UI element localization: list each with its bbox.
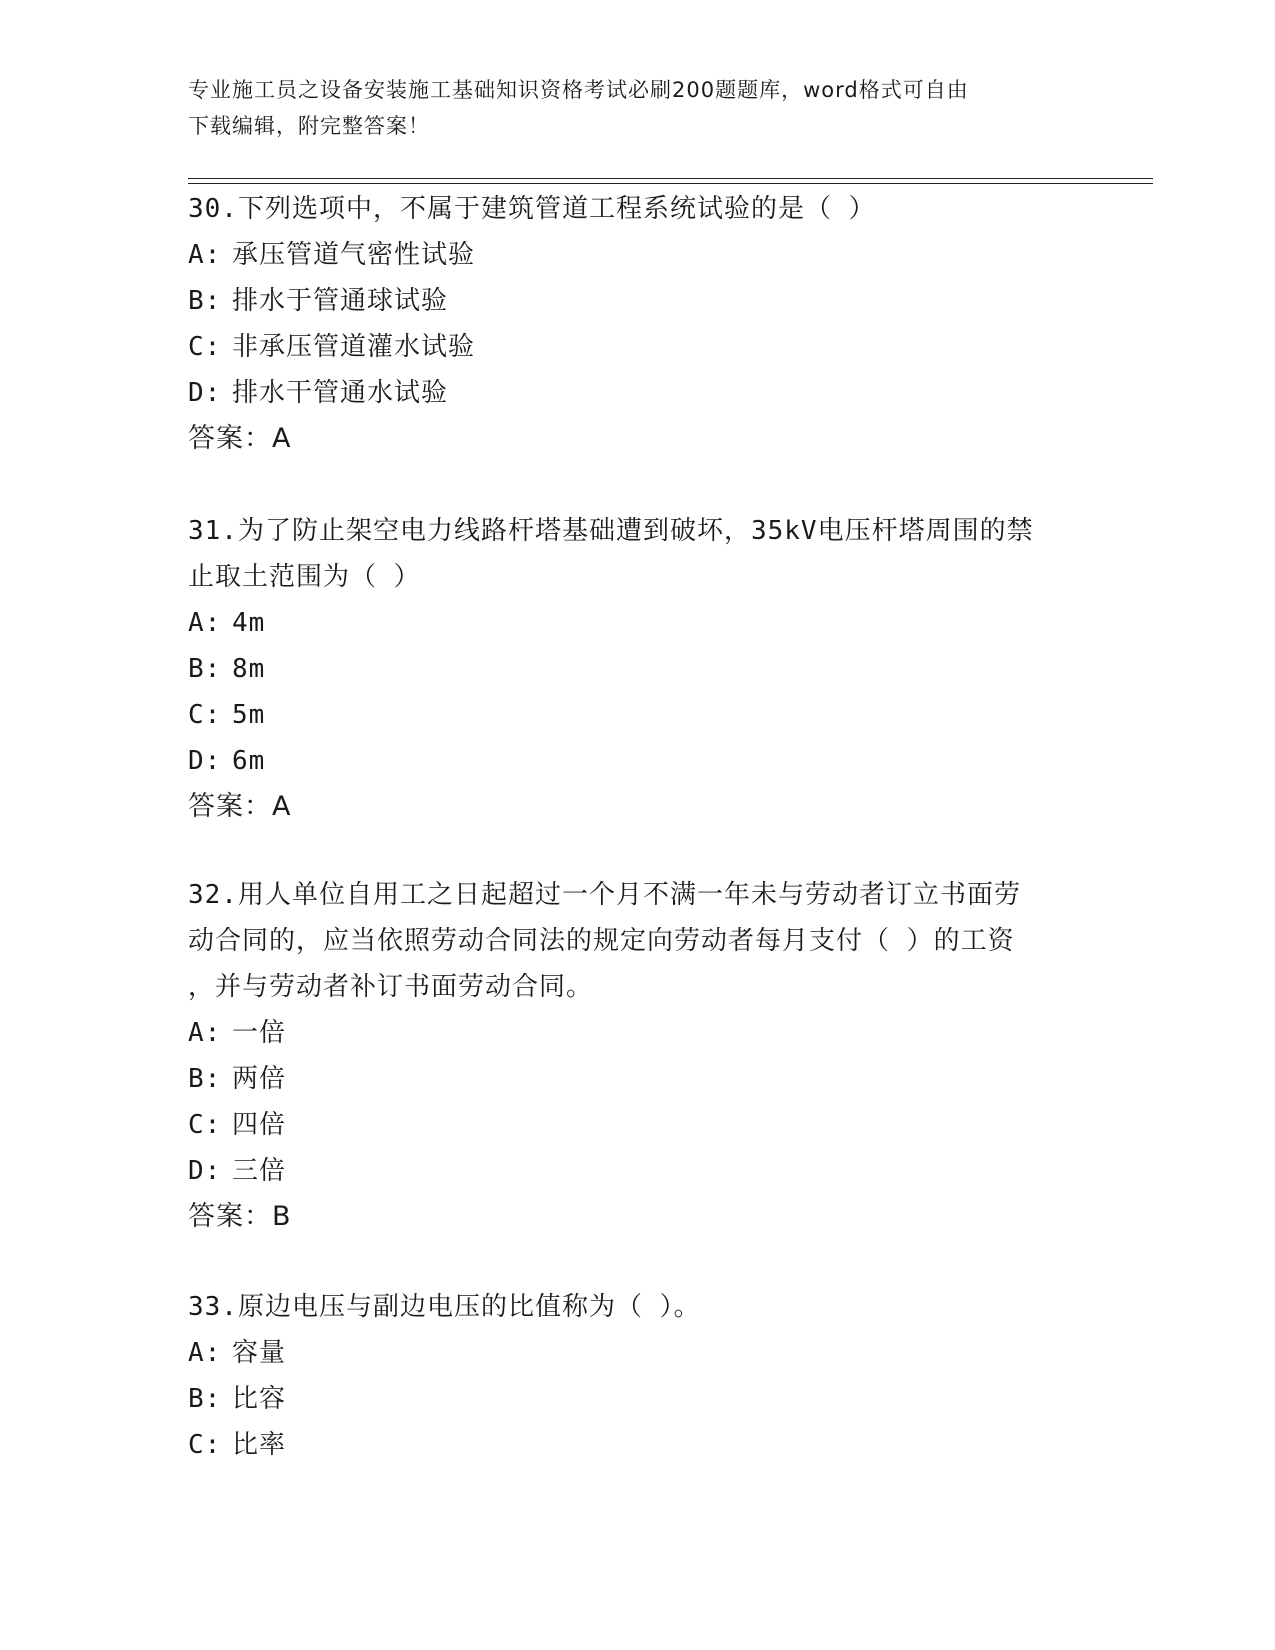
option-b: [188, 1376, 1088, 1422]
option-c: [188, 1102, 1088, 1148]
option-b: [188, 1056, 1088, 1102]
option-text: 比率: [232, 1430, 287, 1460]
option-text: 8m: [232, 654, 266, 684]
option-a: [188, 232, 1088, 278]
question-stem-line-3: ，并与劳动者补订书面劳动合同。: [188, 972, 594, 1002]
header-divider-bottom: [188, 183, 1153, 184]
option-text: 排水于管通球试验: [232, 286, 449, 316]
option-b: [188, 278, 1088, 324]
option-key: C:: [188, 332, 222, 362]
option-text: 排水干管通水试验: [232, 378, 449, 408]
option-a: [188, 1010, 1088, 1056]
answer: 答案：A: [188, 423, 292, 454]
option-d: [188, 370, 1088, 416]
question-31: [188, 508, 1088, 830]
question-stem: 30.下列选项中，不属于建筑管道工程系统试验的是（ ）: [188, 194, 876, 224]
option-c: [188, 324, 1088, 370]
header-divider-top: [188, 178, 1153, 179]
option-key: D:: [188, 746, 222, 776]
document-header: [188, 72, 1088, 144]
option-text: 容量: [232, 1338, 287, 1368]
option-key: B:: [188, 1384, 222, 1414]
option-key: B:: [188, 286, 222, 316]
question-stem: 33.原边电压与副边电压的比值称为（ ）。: [188, 1292, 701, 1322]
question-32: [188, 872, 1088, 1240]
option-b: [188, 646, 1088, 692]
header-line-1: 专业施工员之设备安装施工基础知识资格考试必刷200题题库，word格式可自由: [188, 78, 969, 102]
question-stem-line-1: 32.用人单位自用工之日起超过一个月不满一年未与劳动者订立书面劳: [188, 880, 1021, 910]
question-30: [188, 186, 1088, 462]
option-text: 承压管道气密性试验: [232, 240, 476, 270]
option-text: 三倍: [232, 1156, 287, 1186]
option-d: [188, 738, 1088, 784]
option-text: 6m: [232, 746, 266, 776]
option-a: [188, 1330, 1088, 1376]
option-key: D:: [188, 1156, 222, 1186]
option-text: 4m: [232, 608, 266, 638]
option-text: 一倍: [232, 1018, 287, 1048]
option-key: B:: [188, 654, 222, 684]
option-c: [188, 1422, 1088, 1468]
option-text: 比容: [232, 1384, 287, 1414]
answer: 答案：A: [188, 791, 292, 822]
option-d: [188, 1148, 1088, 1194]
option-key: C:: [188, 1430, 222, 1460]
option-key: A:: [188, 240, 222, 270]
question-stem-line-2: 动合同的，应当依照劳动合同法的规定向劳动者每月支付（ ）的工资: [188, 926, 1015, 956]
header-line-2: 下载编辑，附完整答案！: [188, 114, 430, 138]
option-a: [188, 600, 1088, 646]
option-c: [188, 692, 1088, 738]
option-text: 两倍: [232, 1064, 287, 1094]
option-key: B:: [188, 1064, 222, 1094]
option-key: A:: [188, 608, 222, 638]
option-key: A:: [188, 1338, 222, 1368]
question-stem-line-2: 止取土范围为（ ）: [188, 562, 421, 592]
option-text: 四倍: [232, 1110, 287, 1140]
option-key: D:: [188, 378, 222, 408]
option-key: A:: [188, 1018, 222, 1048]
option-text: 非承压管道灌水试验: [232, 332, 476, 362]
question-33: [188, 1284, 1088, 1468]
question-stem-line-1: 31.为了防止架空电力线路杆塔基础遭到破坏，35kV电压杆塔周围的禁: [188, 516, 1034, 546]
option-key: C:: [188, 700, 222, 730]
option-key: C:: [188, 1110, 222, 1140]
option-text: 5m: [232, 700, 266, 730]
answer: 答案：B: [188, 1201, 292, 1232]
